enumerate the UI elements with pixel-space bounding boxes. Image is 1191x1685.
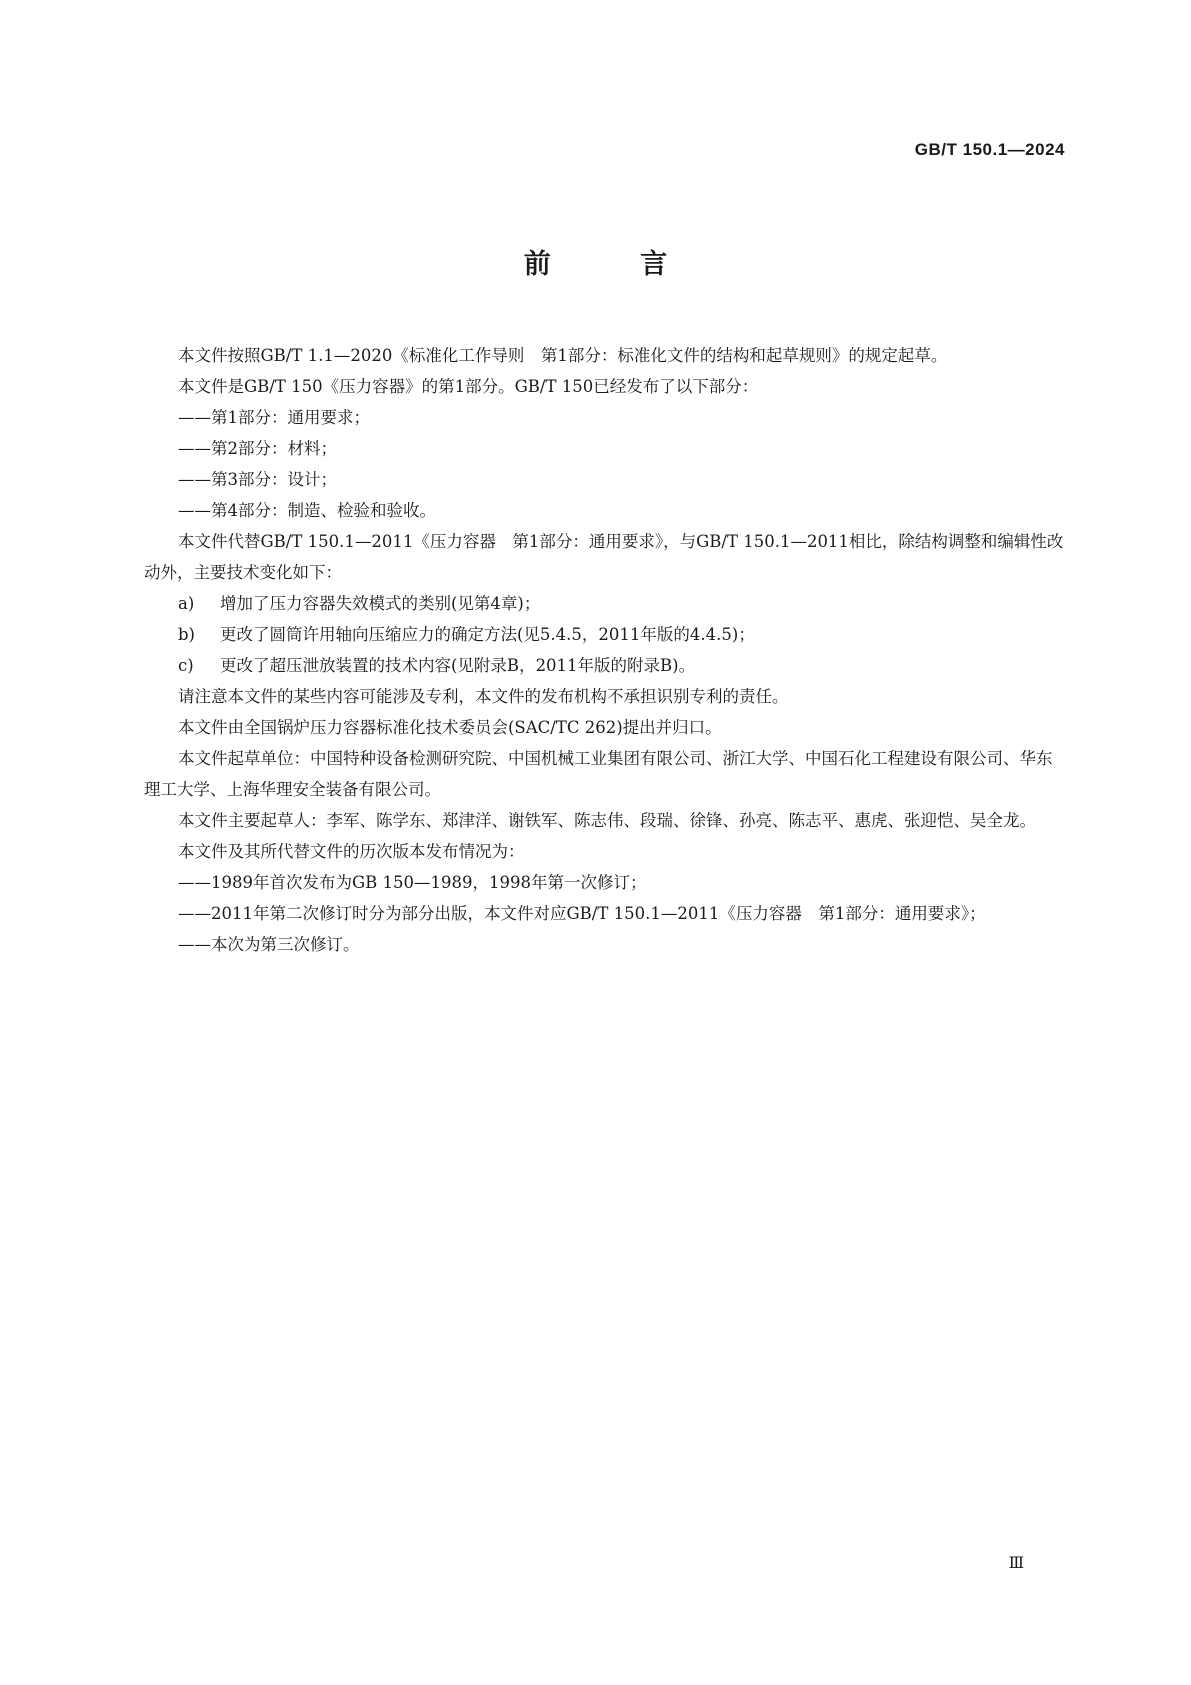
page-number: Ⅲ: [1008, 1553, 1024, 1572]
paragraph-committee: 本文件由全国锅炉压力容器标准化技术委员会(SAC/TC 262)提出并归口。: [178, 718, 722, 737]
paragraph-replacement: 本文件代替GB/T 150.1—2011《压力容器 第1部分：通用要求》，与GB/T 150.1—2011相比，除结构调整和编辑性改动外，主要技术变化如下：: [144, 532, 1064, 582]
list-item-change: [144, 650, 1066, 681]
list-item-change: [144, 588, 1066, 619]
list-item-part: ——第1部分：通用要求；: [178, 408, 370, 427]
list-item-history: ——本次为第三次修订。: [178, 935, 360, 954]
page-title: 前 言: [523, 249, 708, 280]
foreword-body: [144, 340, 1066, 960]
paragraph-history-intro: 本文件及其所代替文件的历次版本发布情况为：: [178, 842, 525, 861]
paragraph-patent-notice: 请注意本文件的某些内容可能涉及专利，本文件的发布机构不承担识别专利的责任。: [178, 687, 789, 706]
document-code: GB/T 150.1—2024: [914, 140, 1065, 159]
paragraph-drafters: 本文件主要起草人：李军、陈学东、郑津洋、谢铁军、陈志伟、段瑞、徐锋、孙亮、陈志平、惠虎、张迎恺、吴全龙。: [178, 811, 1036, 830]
change-label: c): [178, 656, 194, 675]
change-text: 更改了超压泄放装置的技术内容(见附录B，2011年版的附录B)。: [220, 656, 696, 675]
list-item-history: ——2011年第二次修订时分为部分出版，本文件对应GB/T 150.1—2011《压力容器 第1部分：通用要求》；: [178, 904, 986, 923]
paragraph-drafting-rules: 本文件按照GB/T 1.1—2020《标准化工作导则 第1部分：标准化文件的结构和起草规则》的规定起草。: [178, 346, 948, 365]
change-text: 更改了圆筒许用轴向压缩应力的确定方法(见5.4.5，2011年版的4.4.5)；: [220, 625, 755, 644]
paragraph-series: 本文件是GB/T 150《压力容器》的第1部分。GB/T 150已经发布了以下部分：: [178, 377, 759, 396]
paragraph-drafting-units: 本文件起草单位：中国特种设备检测研究院、中国机械工业集团有限公司、浙江大学、中国石化工程建设有限公司、华东理工大学、上海华理安全装备有限公司。: [144, 749, 1053, 799]
list-item-part: ——第3部分：设计；: [178, 470, 337, 489]
list-item-part: ——第4部分：制造、检验和验收。: [178, 501, 436, 520]
change-label: b): [178, 625, 195, 644]
list-item-part: ——第2部分：材料；: [178, 439, 337, 458]
list-item-history: ——1989年首次发布为GB 150—1989，1998年第一次修订；: [178, 873, 647, 892]
change-label: a): [178, 594, 195, 613]
list-item-change: [144, 619, 1066, 650]
change-text: 增加了压力容器失效模式的类别(见第4章)；: [220, 594, 541, 613]
